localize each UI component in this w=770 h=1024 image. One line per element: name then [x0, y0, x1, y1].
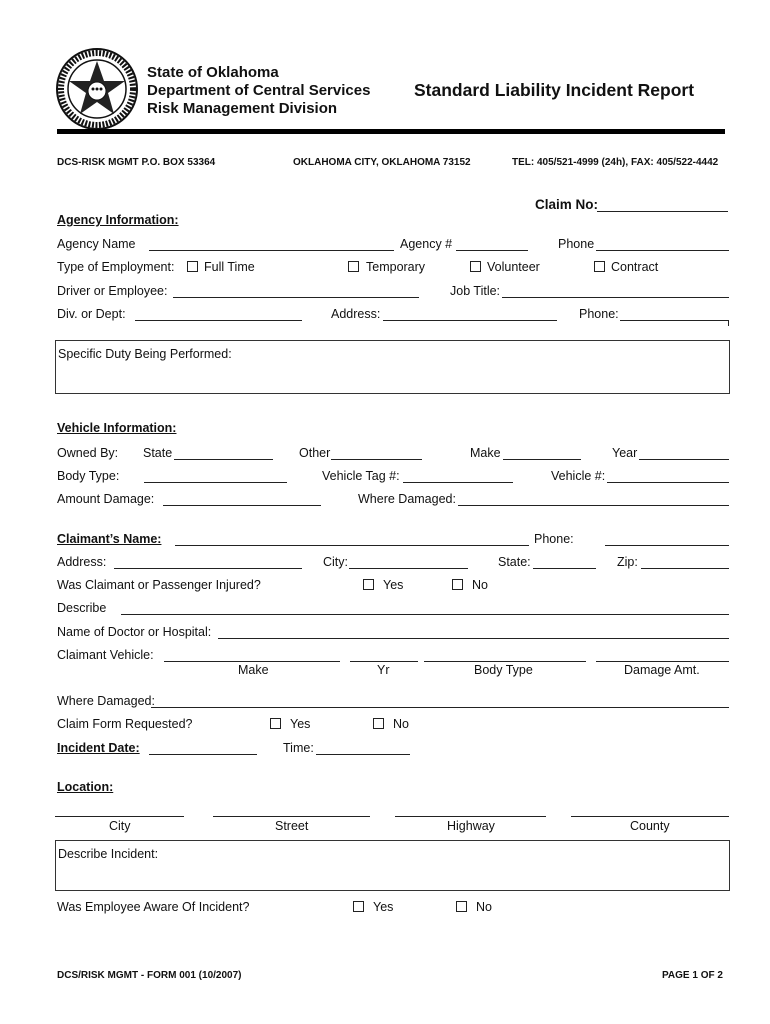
claim-form-yes-label: Yes: [290, 717, 311, 731]
aware-question: Was Employee Aware Of Incident?: [57, 900, 250, 914]
temporary-checkbox[interactable]: [348, 261, 359, 272]
injured-yes-label: Yes: [383, 578, 404, 592]
city-address: OKLAHOMA CITY, OKLAHOMA 73152: [293, 157, 471, 168]
location-county-field[interactable]: [571, 816, 729, 817]
describe-field[interactable]: [121, 614, 729, 615]
vehicle-heading: Vehicle Information:: [57, 421, 177, 435]
div-dept-field[interactable]: [135, 320, 302, 321]
driver-label: Driver or Employee:: [57, 284, 168, 298]
header-rule: [57, 129, 725, 134]
incident-date-label: Incident Date:: [57, 741, 140, 755]
location-highway-caption: Highway: [447, 819, 495, 833]
where-damaged-label: Where Damaged:: [358, 492, 456, 506]
claimant-state-field[interactable]: [533, 568, 596, 569]
describe-label: Describe: [57, 601, 107, 615]
header-state: State of Oklahoma: [147, 64, 279, 81]
location-heading: Location:: [57, 780, 114, 794]
claim-no-field[interactable]: [597, 211, 728, 212]
cv-yr-field[interactable]: [350, 661, 418, 662]
agency-phone2-label: Phone:: [579, 307, 619, 321]
aware-yes-label: Yes: [373, 900, 394, 914]
vehicle-num-field[interactable]: [607, 482, 729, 483]
cv-yr-caption: Yr: [377, 663, 390, 677]
volunteer-label: Volunteer: [487, 260, 540, 274]
specific-duty-box[interactable]: [55, 340, 730, 394]
cv-body-type-caption: Body Type: [474, 663, 533, 677]
job-title-field[interactable]: [502, 297, 729, 298]
location-highway-field[interactable]: [395, 816, 546, 817]
incident-date-field[interactable]: [149, 754, 257, 755]
location-street-caption: Street: [275, 819, 309, 833]
volunteer-checkbox[interactable]: [470, 261, 481, 272]
vehicle-num-label: Vehicle #:: [551, 469, 606, 483]
describe-incident-label: Describe Incident:: [58, 847, 159, 861]
header-division: Risk Management Division: [147, 100, 338, 117]
location-county-caption: County: [630, 819, 670, 833]
agency-name-field[interactable]: [149, 250, 394, 251]
claimant-city-field[interactable]: [349, 568, 468, 569]
claimant-address-field[interactable]: [114, 568, 302, 569]
contact-numbers: TEL: 405/521-4999 (24h), FAX: 405/522-4442: [512, 157, 719, 168]
body-type-label: Body Type:: [57, 469, 120, 483]
cv-make-caption: Make: [238, 663, 269, 677]
form-id: DCS/RISK MGMT - FORM 001 (10/2007): [57, 970, 242, 981]
location-city-field[interactable]: [55, 816, 184, 817]
agency-phone-label: Phone: [558, 237, 595, 251]
aware-yes-checkbox[interactable]: [353, 901, 364, 912]
injured-no-label: No: [472, 578, 488, 592]
vehicle-tag-field[interactable]: [403, 482, 513, 483]
claim-form-no-label: No: [393, 717, 409, 731]
driver-field[interactable]: [173, 297, 419, 298]
job-title-label: Job Title:: [450, 284, 501, 298]
cv-make-field[interactable]: [164, 661, 340, 662]
div-dept-label: Div. or Dept:: [57, 307, 126, 321]
agency-phone2-field[interactable]: [620, 320, 729, 321]
claimant-vehicle-label: Claimant Vehicle:: [57, 648, 154, 662]
cv-damage-amt-field[interactable]: [596, 661, 729, 662]
claimant-address-label: Address:: [57, 555, 107, 569]
vehicle-tag-label: Vehicle Tag #:: [322, 469, 400, 483]
contract-checkbox[interactable]: [594, 261, 605, 272]
doctor-field[interactable]: [218, 638, 729, 639]
mailing-address: DCS-RISK MGMT P.O. BOX 53364: [57, 157, 216, 168]
full-time-checkbox[interactable]: [187, 261, 198, 272]
header-department: Department of Central Services: [147, 82, 371, 99]
doctor-label: Name of Doctor or Hospital:: [57, 625, 212, 639]
full-time-label: Full Time: [204, 260, 255, 274]
cv-damage-amt-caption: Damage Amt.: [624, 663, 700, 677]
owned-state-label: State: [143, 446, 173, 460]
cv-where-damaged-field[interactable]: [151, 707, 729, 708]
agency-address-field[interactable]: [383, 320, 557, 321]
contract-label: Contract: [611, 260, 659, 274]
cv-body-type-field[interactable]: [424, 661, 586, 662]
claim-form-no-checkbox[interactable]: [373, 718, 384, 729]
claim-no-label: Claim No:: [535, 197, 599, 212]
type-employment-label: Type of Employment:: [57, 260, 175, 274]
field-tick: [728, 320, 729, 326]
agency-address-label: Address:: [331, 307, 381, 321]
incident-time-field[interactable]: [316, 754, 410, 755]
agency-name-label: Agency Name: [57, 237, 136, 251]
claim-form-question: Claim Form Requested?: [57, 717, 193, 731]
vehicle-year-field[interactable]: [639, 459, 729, 460]
claimant-state-label: State:: [498, 555, 531, 569]
page-title: Standard Liability Incident Report: [414, 80, 695, 100]
describe-incident-box[interactable]: [55, 840, 730, 891]
agency-heading: Agency Information:: [57, 213, 179, 227]
agency-num-label: Agency #: [400, 237, 453, 251]
owned-by-label: Owned By:: [57, 446, 119, 460]
temporary-label: Temporary: [366, 260, 426, 274]
vehicle-make-field[interactable]: [503, 459, 581, 460]
body-type-field[interactable]: [144, 482, 287, 483]
incident-time-label: Time:: [283, 741, 314, 755]
claimant-name-field[interactable]: [175, 545, 529, 546]
claimant-phone-label: Phone:: [534, 532, 574, 546]
claimant-zip-label: Zip:: [617, 555, 638, 569]
vehicle-make-label: Make: [470, 446, 501, 460]
aware-no-label: No: [476, 900, 492, 914]
amount-damage-field[interactable]: [163, 505, 321, 506]
claimant-city-label: City:: [323, 555, 348, 569]
claimant-heading: Claimant’s Name:: [57, 532, 162, 546]
location-city-caption: City: [109, 819, 131, 833]
owned-other-label: Other: [299, 446, 331, 460]
injured-no-checkbox[interactable]: [452, 579, 463, 590]
agency-phone-field[interactable]: [596, 250, 729, 251]
state-seal: [55, 47, 139, 131]
owned-other-field[interactable]: [331, 459, 422, 460]
claimant-zip-field[interactable]: [641, 568, 729, 569]
claimant-phone-field[interactable]: [605, 545, 729, 546]
vehicle-year-label: Year: [612, 446, 638, 460]
agency-num-field[interactable]: [456, 250, 528, 251]
injured-yes-checkbox[interactable]: [363, 579, 374, 590]
injured-question: Was Claimant or Passenger Injured?: [57, 578, 261, 592]
claim-form-yes-checkbox[interactable]: [270, 718, 281, 729]
aware-no-checkbox[interactable]: [456, 901, 467, 912]
location-street-field[interactable]: [213, 816, 370, 817]
amount-damage-label: Amount Damage:: [57, 492, 155, 506]
where-damaged-field[interactable]: [458, 505, 729, 506]
specific-duty-label: Specific Duty Being Performed:: [58, 347, 232, 361]
owned-state-field[interactable]: [174, 459, 273, 460]
cv-where-damaged-label: Where Damaged:: [57, 694, 155, 708]
page-number: PAGE 1 OF 2: [662, 970, 723, 981]
